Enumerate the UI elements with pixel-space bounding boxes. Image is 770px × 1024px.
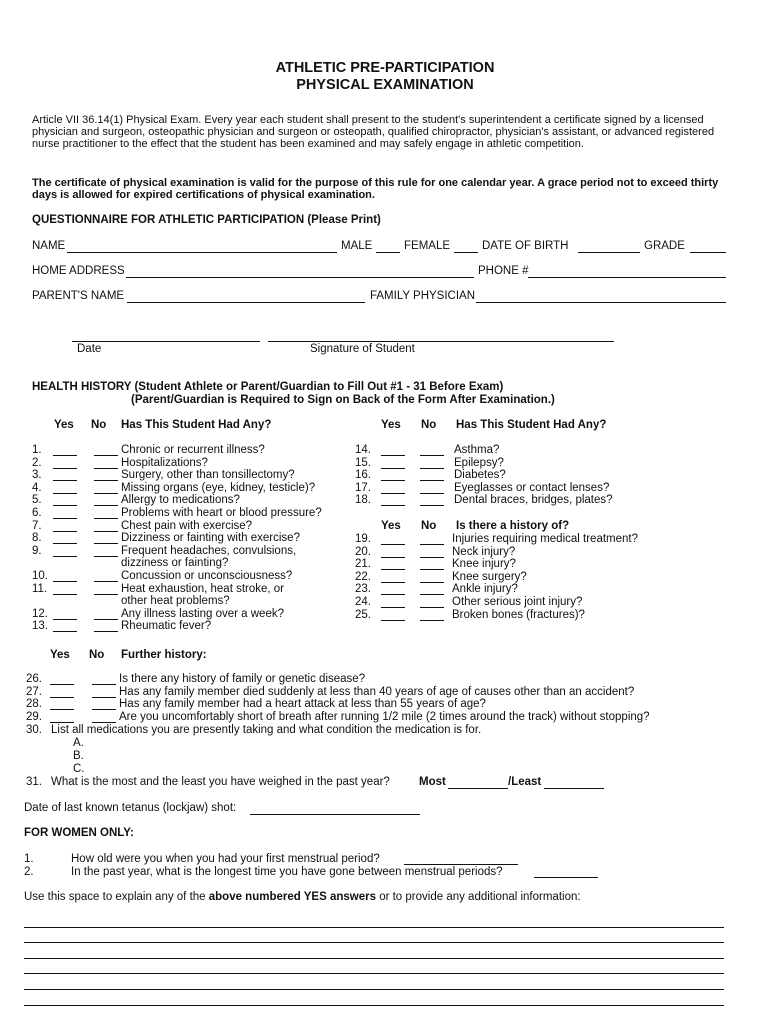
health-question-number: 3. bbox=[32, 469, 42, 482]
history-of-header: Is there a history of? bbox=[456, 520, 570, 532]
injury-question-no-blank[interactable] bbox=[420, 557, 444, 558]
family-question-text: Has any family member had a heart attack at less than 55 years of age? bbox=[119, 698, 486, 711]
health-question-text: Any illness lasting over a week? bbox=[121, 607, 284, 620]
female-label: FEMALE bbox=[404, 240, 451, 252]
health-question-yes-blank[interactable] bbox=[53, 480, 77, 481]
injury-question-no-blank[interactable] bbox=[420, 594, 444, 595]
medication-b-label: B. bbox=[73, 750, 84, 762]
date-label: Date bbox=[77, 343, 102, 355]
signature-line[interactable] bbox=[268, 341, 614, 342]
health-question-yes-blank[interactable] bbox=[53, 493, 77, 494]
health-question-text: Missing organs (eye, kidney, testicle)? bbox=[121, 481, 316, 494]
phone-field[interactable] bbox=[528, 277, 726, 278]
injury-question-text: Knee injury? bbox=[452, 558, 516, 571]
injury-question-number: 19. bbox=[355, 533, 371, 545]
family-question-number: 29. bbox=[26, 710, 42, 723]
health-question-no-blank[interactable] bbox=[94, 455, 118, 456]
least-field[interactable] bbox=[544, 788, 604, 789]
explain-instruction bbox=[24, 891, 581, 903]
male-label: MALE bbox=[341, 240, 373, 252]
parent-label: PARENT'S NAME bbox=[32, 290, 125, 302]
health-question-number: 13. bbox=[32, 620, 48, 633]
injury-question-text: Knee surgery? bbox=[452, 570, 527, 583]
health-history-line2: (Parent/Guardian is Required to Sign on Back of the Form After Examination.) bbox=[131, 394, 555, 406]
explain-post: or to provide any additional information: bbox=[376, 891, 581, 903]
questionnaire-title: QUESTIONNAIRE FOR ATHLETIC PARTICIPATION (Please Print) bbox=[32, 214, 381, 226]
injury-question-yes-blank[interactable] bbox=[381, 594, 405, 595]
health-question-yes-blank[interactable] bbox=[381, 455, 405, 456]
injury-question-no-blank[interactable] bbox=[420, 620, 444, 621]
women-q1-text: How old were you when you had your first menstrual period? bbox=[71, 853, 380, 865]
health-question-text: Eyeglasses or contact lenses? bbox=[454, 481, 610, 494]
health-question-number: 10. bbox=[32, 570, 48, 582]
no-header-further: No bbox=[89, 649, 105, 661]
injury-question-text: Other serious joint injury? bbox=[452, 596, 583, 608]
injury-question-yes-blank[interactable] bbox=[381, 544, 405, 545]
health-question-number: 11. bbox=[32, 582, 48, 595]
injury-question-yes-blank[interactable] bbox=[381, 557, 405, 558]
health-question-text: Surgery, other than tonsillectomy? bbox=[121, 469, 295, 482]
injury-question-no-blank[interactable] bbox=[420, 544, 444, 545]
no-header-right: No bbox=[421, 419, 437, 431]
health-question-yes-blank[interactable] bbox=[381, 480, 405, 481]
health-question-no-blank[interactable] bbox=[420, 455, 444, 456]
health-question-yes-blank[interactable] bbox=[53, 455, 77, 456]
dob-label: DATE OF BIRTH bbox=[482, 240, 569, 252]
family-question-no-blank[interactable] bbox=[92, 722, 116, 723]
health-question-number: 17. bbox=[355, 481, 371, 494]
least-label: /Least bbox=[508, 776, 542, 788]
explain-line-3[interactable] bbox=[24, 958, 724, 959]
health-question-text: Hospitalizations? bbox=[121, 456, 208, 469]
women-only-title: FOR WOMEN ONLY: bbox=[24, 827, 134, 839]
health-question-text: Heat exhaustion, heat stroke, or bbox=[121, 582, 285, 595]
health-question-text: Allergy to medications? bbox=[121, 494, 240, 507]
health-question-text: Chest pain with exercise? bbox=[121, 519, 253, 532]
women-q1-number: 1. bbox=[24, 853, 34, 865]
male-field[interactable] bbox=[376, 252, 400, 253]
no-header-history: No bbox=[421, 520, 437, 532]
family-question-yes-blank[interactable] bbox=[50, 684, 74, 685]
health-question-yes-blank[interactable] bbox=[381, 493, 405, 494]
injury-question-text: Ankle injury? bbox=[452, 583, 518, 596]
most-label: Most bbox=[419, 776, 446, 788]
family-question-number: 26. bbox=[26, 673, 42, 685]
family-question-number: 27. bbox=[26, 685, 42, 698]
health-question-no-blank[interactable] bbox=[94, 505, 118, 506]
explain-pre: Use this space to explain any of the bbox=[24, 891, 209, 903]
health-question-yes-blank[interactable] bbox=[53, 531, 77, 532]
name-field[interactable] bbox=[67, 252, 337, 253]
family-question-text: Has any family member died suddenly at less than 40 years of age of causes other than an accident? bbox=[119, 685, 635, 698]
medication-a-label: A. bbox=[73, 737, 84, 749]
health-question-yes-blank[interactable] bbox=[53, 594, 77, 595]
health-question-yes-blank[interactable] bbox=[53, 631, 77, 632]
family-question-text: Are you uncomfortably short of breath after running 1/2 mile (2 times around the track) without stopping? bbox=[119, 710, 650, 723]
most-field[interactable] bbox=[448, 788, 508, 789]
family-question-text: Is there any history of family or genetic disease? bbox=[119, 673, 366, 685]
family-question-no-blank[interactable] bbox=[92, 684, 116, 685]
health-question-text: Dental braces, bridges, plates? bbox=[454, 494, 613, 507]
injury-question-number: 22. bbox=[355, 570, 371, 583]
tetanus-label: Date of last known tetanus (lockjaw) shot: bbox=[24, 802, 237, 814]
health-question-yes-blank[interactable] bbox=[53, 468, 77, 469]
injury-question-no-blank[interactable] bbox=[420, 569, 444, 570]
health-question-no-blank[interactable] bbox=[94, 468, 118, 469]
health-question-no-blank[interactable] bbox=[94, 493, 118, 494]
form-title-line2: PHYSICAL EXAMINATION bbox=[296, 77, 474, 93]
explain-line-2[interactable] bbox=[24, 942, 724, 943]
health-question-number: 6. bbox=[32, 507, 42, 519]
injury-question-no-blank[interactable] bbox=[420, 582, 444, 583]
yes-header-left: Yes bbox=[54, 419, 74, 431]
parent-field[interactable] bbox=[127, 302, 365, 303]
health-question-text-cont: other heat problems? bbox=[121, 595, 230, 608]
family-question-yes-blank[interactable] bbox=[50, 709, 74, 710]
health-history-line1: HEALTH HISTORY (Student Athlete or Parent/Guardian to Fill Out #1 - 31 Before Exam) bbox=[32, 381, 504, 393]
explain-bold: above numbered YES answers bbox=[208, 891, 376, 903]
health-question-number: 14. bbox=[355, 444, 371, 456]
health-question-yes-blank[interactable] bbox=[53, 556, 77, 557]
health-question-number: 9. bbox=[32, 544, 42, 557]
family-question-yes-blank[interactable] bbox=[50, 697, 74, 698]
yes-header-right: Yes bbox=[381, 419, 401, 431]
family-question-number: 28. bbox=[26, 698, 42, 711]
health-question-text: Concussion or unconsciousness? bbox=[121, 570, 293, 582]
injury-question-yes-blank[interactable] bbox=[381, 620, 405, 621]
health-question-no-blank[interactable] bbox=[94, 631, 118, 632]
health-question-no-blank[interactable] bbox=[94, 518, 118, 519]
medication-c-label: C. bbox=[73, 763, 85, 775]
women-q1-field[interactable] bbox=[404, 864, 518, 865]
physician-field[interactable] bbox=[476, 302, 726, 303]
name-label: NAME bbox=[32, 240, 66, 252]
grade-label: GRADE bbox=[644, 240, 685, 252]
grade-field[interactable] bbox=[690, 252, 726, 253]
health-question-number: 16. bbox=[355, 469, 371, 482]
health-question-yes-blank[interactable] bbox=[53, 619, 77, 620]
women-q2-field[interactable] bbox=[534, 877, 598, 878]
explain-line-5[interactable] bbox=[24, 989, 724, 990]
health-question-number: 5. bbox=[32, 494, 42, 507]
health-question-text: Diabetes? bbox=[454, 469, 506, 482]
health-question-text: Asthma? bbox=[454, 444, 500, 456]
physician-label: FAMILY PHYSICIAN bbox=[370, 290, 476, 302]
health-question-yes-blank[interactable] bbox=[53, 543, 77, 544]
health-question-no-blank[interactable] bbox=[94, 581, 118, 582]
q30-text: List all medications you are presently taking and what condition the medication is for. bbox=[51, 724, 482, 736]
health-question-number: 2. bbox=[32, 456, 42, 469]
health-question-no-blank[interactable] bbox=[420, 505, 444, 506]
health-question-number: 15. bbox=[355, 456, 371, 469]
health-question-no-blank[interactable] bbox=[420, 480, 444, 481]
injury-question-yes-blank[interactable] bbox=[381, 582, 405, 583]
q31-number: 31. bbox=[26, 776, 42, 788]
health-question-number: 12. bbox=[32, 607, 48, 620]
health-question-yes-blank[interactable] bbox=[53, 581, 77, 582]
health-question-yes-blank[interactable] bbox=[381, 468, 405, 469]
phone-label: PHONE # bbox=[478, 265, 529, 277]
health-question-text: Dizziness or fainting with exercise? bbox=[121, 532, 300, 545]
health-question-no-blank[interactable] bbox=[94, 619, 118, 620]
health-question-no-blank[interactable] bbox=[94, 531, 118, 532]
injury-question-no-blank[interactable] bbox=[420, 607, 444, 608]
address-field[interactable] bbox=[126, 277, 474, 278]
health-question-text: Frequent headaches, convulsions, bbox=[121, 544, 297, 557]
health-question-yes-blank[interactable] bbox=[53, 505, 77, 506]
explain-line-1[interactable] bbox=[24, 927, 724, 928]
health-question-no-blank[interactable] bbox=[94, 556, 118, 557]
injury-question-number: 21. bbox=[355, 558, 371, 571]
health-question-number: 8. bbox=[32, 532, 42, 545]
injury-question-number: 23. bbox=[355, 583, 371, 596]
health-question-no-blank[interactable] bbox=[420, 493, 444, 494]
health-question-number: 18. bbox=[355, 494, 371, 507]
injury-question-number: 20. bbox=[355, 545, 371, 558]
signature-label: Signature of Student bbox=[310, 343, 415, 355]
health-question-text: Epilepsy? bbox=[454, 456, 504, 469]
injury-question-text: Injuries requiring medical treatment? bbox=[452, 533, 639, 545]
further-history-header: Further history: bbox=[121, 649, 207, 661]
women-q2-number: 2. bbox=[24, 866, 34, 878]
q30-number: 30. bbox=[26, 724, 42, 736]
women-q2-text: In the past year, what is the longest time you have gone between menstrual periods? bbox=[71, 866, 503, 878]
health-question-text-cont: dizziness or fainting? bbox=[121, 557, 229, 570]
female-field[interactable] bbox=[454, 252, 478, 253]
health-question-no-blank[interactable] bbox=[420, 468, 444, 469]
injury-question-number: 24. bbox=[355, 596, 371, 608]
health-question-yes-blank[interactable] bbox=[381, 505, 405, 506]
health-question-text: Chronic or recurrent illness? bbox=[121, 444, 265, 456]
tetanus-field[interactable] bbox=[250, 814, 420, 815]
no-header-left: No bbox=[91, 419, 107, 431]
injury-question-number: 25. bbox=[355, 608, 371, 621]
explain-line-4[interactable] bbox=[24, 973, 724, 974]
address-label: HOME ADDRESS bbox=[32, 265, 125, 277]
date-line[interactable] bbox=[72, 341, 260, 342]
form-title-line1: ATHLETIC PRE-PARTICIPATION bbox=[275, 60, 495, 76]
yes-header-history: Yes bbox=[381, 520, 401, 532]
injury-question-yes-blank[interactable] bbox=[381, 569, 405, 570]
health-question-no-blank[interactable] bbox=[94, 480, 118, 481]
has-header-left: Has This Student Had Any? bbox=[121, 419, 272, 431]
dob-field[interactable] bbox=[578, 252, 640, 253]
health-question-number: 4. bbox=[32, 481, 42, 494]
injury-question-yes-blank[interactable] bbox=[381, 607, 405, 608]
health-question-text: Rheumatic fever? bbox=[121, 620, 212, 633]
explain-line-6[interactable] bbox=[24, 1005, 724, 1006]
article-paragraph: Article VII 36.14(1) Physical Exam. Every year each student shall present to the student's superintendent a certificate signed by a licensed physician and surgeon, osteopathic physician and surgeon or osteopath, qualified chiropractor, physician's assistant, or advanced registered nurse practitioner to the effect that the student has been examined and may safely engage in athletic competition. bbox=[32, 114, 715, 150]
has-header-right: Has This Student Had Any? bbox=[456, 419, 607, 431]
injury-question-text: Neck injury? bbox=[452, 545, 516, 558]
injury-question-text: Broken bones (fractures)? bbox=[452, 608, 585, 621]
q31-text: What is the most and the least you have weighed in the past year? bbox=[51, 776, 390, 788]
family-question-no-blank[interactable] bbox=[92, 709, 116, 710]
family-question-no-blank[interactable] bbox=[92, 697, 116, 698]
health-question-text: Problems with heart or blood pressure? bbox=[121, 507, 322, 519]
health-question-number: 1. bbox=[32, 444, 42, 456]
yes-header-further: Yes bbox=[50, 649, 70, 661]
health-question-number: 7. bbox=[32, 519, 42, 532]
health-question-no-blank[interactable] bbox=[94, 594, 118, 595]
health-question-no-blank[interactable] bbox=[94, 543, 118, 544]
health-question-yes-blank[interactable] bbox=[53, 518, 77, 519]
family-question-yes-blank[interactable] bbox=[50, 722, 74, 723]
validity-paragraph: The certificate of physical examination is valid for the purpose of this rule for one calendar year. A grace period not to exceed thirty days is allowed for expired certifications of physical examination. bbox=[32, 177, 719, 201]
